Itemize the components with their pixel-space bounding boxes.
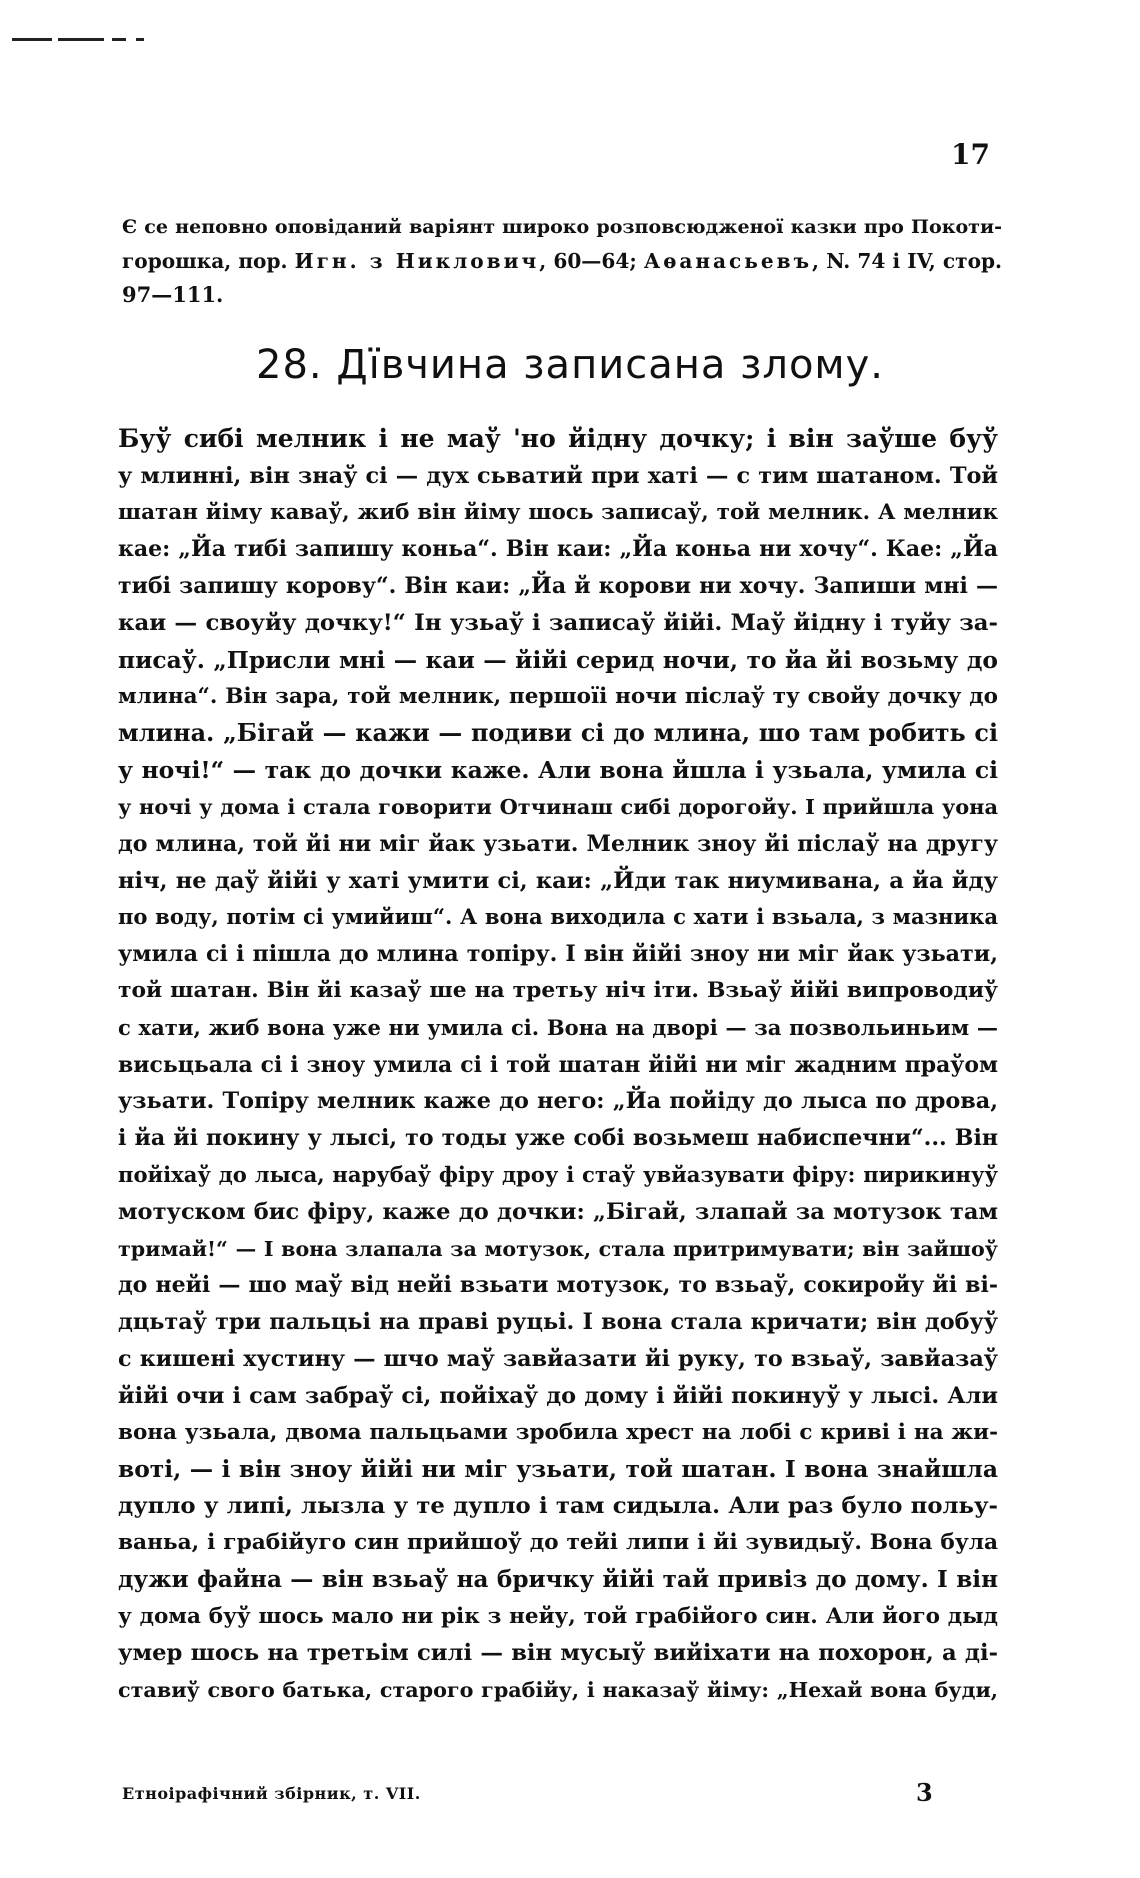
body-line: каи — своуйу дочку!“ Ін узьаў і записаў йійі. Маў йідну і туйу за- [118,609,998,636]
body-line: по воду, потім сі умийиш“. А вона виходила с хати і взьала, з мазника [118,904,998,930]
body-line: і йа йі покину у лысі, то тоды уже собі возьмеш набиспечни“... Він [118,1125,998,1152]
body-line: йійі очи і сам забраў сі, пойіхаў до дому і йійі покинуў у лысі. Али [118,1382,998,1409]
body-line: млина“. Він зара, той мелник, першоїі ночи післаў ту свойу дочку до [118,683,998,709]
body-line: дцьтаў три пальцьі на праві руцьі. І вона стала кричати; він добуў [118,1309,998,1336]
corner-print-mark [12,38,152,41]
intro-text: , 60—64; [539,249,644,273]
page-number: 17 [951,138,990,171]
footer-sheet-number: 3 [916,1778,933,1807]
body-line: дупло у липі, лызла у те дупло і там сидыла. Али раз було польу- [118,1493,998,1520]
body-line: Буў сибі мелник і не маў 'но йідну дочку; і він заўше буў [118,424,998,453]
story-heading: 28. Дївчина записана злому. [256,342,884,388]
body-line: до млина, той йі ни міг йак узьати. Мелник зноу йі післаў на другу [118,830,998,857]
body-line: у млинні, він знаў сі — дух сьватий при хаті — с тим шатаном. Той [118,462,998,489]
footer-source: Етноірафічний збірник, т. VII. [122,1784,421,1803]
body-line: дужи файна — він взьаў на бричку йійі тай привіз до дому. І він [118,1565,998,1593]
body-line: с кишені хустину — шчо маў завйазати йі руку, то взьаў, завйазаў [118,1345,998,1372]
body-line: узьати. Топіру мелник каже до него: „Йа пойіду до лыса по дрова, [118,1088,998,1115]
intro-note [122,210,1002,312]
body-line: писаў. „Присли мні — каи — йійі серид ночи, то йа йі возьму до [118,645,998,674]
body-line: ніч, не даў йійі у хаті умити сі, каи: „Йди так ниумивана, а йа йду [118,867,998,894]
intro-text: , N. 74 і IV, стор. [812,249,1003,273]
intro-line-1: Є се неповно оповіданий варіянт широко розповсюдженої казки про Покоти- [122,216,1002,238]
body-line: ставиў свого батька, старого грабійу, і наказаў йіму: „Нехай вона буди, [118,1678,998,1703]
intro-line-2 [122,244,1002,278]
intro-text: горошка, пор. [122,249,295,273]
body-line: пойіхаў до лыса, нарубаў фіру дроу і стаў увйазувати фіру: пирикинуў [118,1161,998,1187]
body-line: воті, — і він зноу йійі ни міг узьати, той шатан. І вона знайшла [118,1455,998,1484]
body-line: с хати, жиб вона уже ни умила сі. Вона на дворі — за позвольиньим — [118,1014,998,1040]
body-line: у ночі у дома і стала говорити Отчинаш сибі дорогойу. І прийшла уона [118,793,998,819]
intro-line-3: 97—111. [122,282,224,307]
body-line: мотуском бис фіру, каже до дочки: „Бігай, злапай за мотузок там [118,1198,998,1225]
intro-author-1: Игн. з Никлович [294,249,540,273]
body-line: тримай!“ — І вона злапала за мотузок, стала притримувати; він зайшоў [118,1236,998,1261]
body-line: умер шось на третьім силі — він мусыў вийіхати на похорон, а ді- [118,1640,998,1667]
body-line: млина. „Бігай — кажи — подиви сі до млина, шо там робить сі [118,719,998,748]
body-line: умила сі і пішла до млина топіру. І він йійі зноу ни міг йак узьати, [118,941,998,968]
body-line: у ночі!“ — так до дочки каже. Али вона йшла і узьала, умила сі [118,756,998,785]
body-line: шатан йіму каваў, жиб він йіму шось записаў, той мелник. А мелник [118,499,998,525]
body-line: до нейі — шо маў від нейі взьати мотузок, то взьаў, сокиройу йі ві- [118,1272,998,1299]
body-line: вона узьала, двома пальцьами зробила хрест на лобі с криві і на жи- [118,1419,998,1445]
body-line: той шатан. Він йі казаў ше на третьу ніч іти. Взьаў йійі випроводиў [118,977,998,1003]
story-body [118,421,998,1709]
body-line: ваньа, і грабійуго син прийшоў до тейі липи і йі зувидыў. Вона була [118,1529,998,1555]
intro-author-2: Аѳанасьевъ [643,249,813,273]
body-line: кае: „Йа тибі запишу коньа“. Він каи: „Йа коньа ни хочу“. Кае: „Йа [118,536,998,563]
body-line: у дома буў шось мало ни рік з нейу, той грабійого син. Али його дыд [118,1603,998,1629]
body-line: тибі запишу корову“. Він каи: „Йа й корови ни хочу. Запиши мні — [118,573,998,600]
body-line: висьцьала сі і зноу умила сі і той шатан йійі ни міг жадним праўом [118,1051,998,1078]
